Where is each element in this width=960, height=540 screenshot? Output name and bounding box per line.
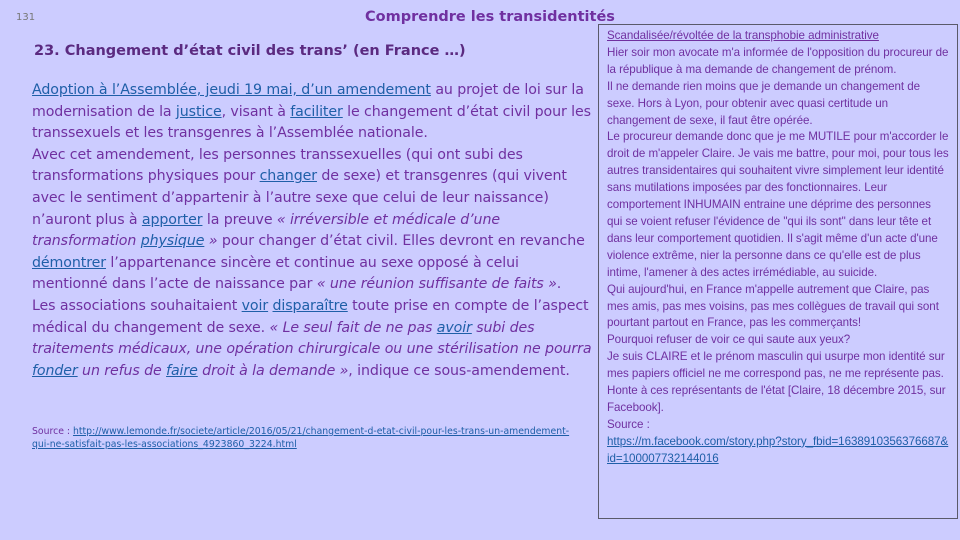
quote: « irréversible et médicale d’une transformation <box>32 211 500 250</box>
link-changer[interactable]: changer <box>259 168 317 185</box>
quote: « Le seul fait de ne pas <box>269 319 437 336</box>
testimony-paragraph: Qui aujourd'hui, en France m'appelle autrement que Claire, pas mes amis, pas mes voisins, pas mes collègues de travail qui sont pourtant partout en France, pas les commerçants! <box>607 282 939 330</box>
testimony-box <box>598 24 958 519</box>
text: , indique ce sous-amendement. <box>348 362 570 379</box>
text: , visant à <box>221 103 291 120</box>
testimony-source-label: Source : <box>607 417 650 431</box>
testimony-paragraph: Honte à ces représentants de l'état [Claire, 18 décembre 2015, sur Facebook]. <box>607 384 946 414</box>
testimony-heading: Scandalisée/révoltée de la transphobie administrative <box>607 29 879 42</box>
link-faire[interactable]: faire <box>166 362 198 379</box>
link-apporter[interactable]: apporter <box>141 211 203 228</box>
link-voir[interactable]: voir <box>241 297 269 314</box>
course-title: Comprendre les transidentités <box>365 9 615 25</box>
source-label: Source : <box>32 426 73 437</box>
testimony-paragraph: Le procureur demande donc que je me MUTILE pour m'accorder le droit de m'appeler Claire. Je vais me battre, pour moi, pour tous les autres transidentaires qui souhaitent vivre simplement leur identité sans mutilations imposées par des fonctionnaires. Leur comportement INHUMAIN entraine une déprime des personnes qui se voient refuser l'évidence de "qui ils sont" dans leur tête et dans leur comportement quotidien. Il s'agit même d'un acte d'une violence extrême, nier la personne dans ce qu'elle est de plus intime, l'amener à des actes irrémédiable, au suicide. <box>607 130 949 279</box>
text: la preuve <box>202 211 277 228</box>
testimony-source-link[interactable]: https://m.facebook.com/story.php?story_fbid=1638910356376687&id=100007732144016 <box>607 434 949 465</box>
link-demontrer[interactable]: démontrer <box>32 254 106 271</box>
section-title: 23. Changement d’état civil des trans’ (en France …) <box>34 43 466 59</box>
link-physique[interactable]: physique <box>140 233 205 250</box>
source-link[interactable]: http://www.lemonde.fr/societe/article/2016/05/21/changement-d-etat-civil-pour-les-trans-un-amendement-qui-ne-satisfait-pas-les-associations_4923860_3224.html <box>32 426 570 450</box>
text: le changement d’état civil pour les transsexuels et les transgenres à l’Assemblée nationale. <box>32 103 591 142</box>
testimony-paragraph: Pourquoi refuser de voir ce qui saute aux yeux? <box>607 333 851 347</box>
quote: droit à la demande » <box>197 362 349 379</box>
text: l’appartenance sincère et continue au sexe opposé à celui mentionné dans l’acte de naissance par <box>32 254 519 293</box>
article-body <box>32 80 597 382</box>
text: pour changer d’état civil. Elles devront en revanche <box>217 233 585 250</box>
testimony-paragraph: Je suis CLAIRE et le prénom masculin qui usurpe mon identité sur mes papiers officiel ne me correspond pas, ne me représente pas. <box>607 350 945 381</box>
quote: un refus de <box>77 362 167 379</box>
link-disparaitre[interactable]: disparaître <box>272 297 348 314</box>
testimony-paragraph: Hier soir mon avocate m'a informée de l'opposition du procureur de la république à ma demande de changement de prénom. <box>607 45 949 76</box>
quote: » <box>204 233 218 250</box>
link-faciliter[interactable]: faciliter <box>290 103 343 120</box>
text: de sexe) et transgenres (qui vivent avec le sentiment d’appartenir à l’autre sexe que celui de leur naissance) n’auront plus à <box>32 168 567 228</box>
text: Les associations souhaitaient <box>32 297 242 314</box>
link-avoir[interactable]: avoir <box>436 319 472 336</box>
link-fonder[interactable]: fonder <box>32 362 78 379</box>
text: toute prise en compte de l’aspect médical du changement de sexe. <box>32 297 589 336</box>
text: au projet de loi sur la modernisation de la <box>32 82 584 120</box>
quote: subi des traitements médicaux, une opération chirurgicale ou une stérilisation ne pourra <box>32 319 592 358</box>
link-justice[interactable]: justice <box>175 103 222 120</box>
page-number: 131 <box>16 12 36 23</box>
quote: « une réunion suffisante de faits » <box>316 276 557 293</box>
text: Avec cet amendement, les personnes transsexuelles (qui ont subi des transformations physiques pour <box>32 146 523 185</box>
testimony-paragraph: Il ne demande rien moins que je demande un changement de sexe. Hors à Lyon, pour obtenir avec quasi certitude un changement de sexe, il faut être opérée. <box>607 79 921 127</box>
source <box>32 425 572 451</box>
text: . <box>556 276 562 293</box>
link-adoption[interactable]: Adoption à l’Assemblée, jeudi 19 mai, d’un amendement <box>32 82 431 98</box>
